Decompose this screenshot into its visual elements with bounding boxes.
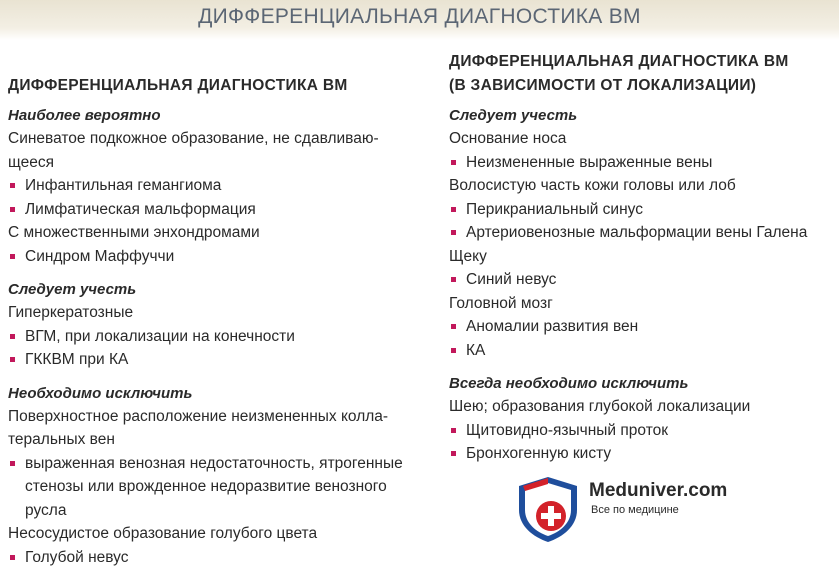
list-item: Неизмененные выраженные вены xyxy=(449,151,837,175)
list-item-line: выраженная венозная недостаточность, ятрогенные xyxy=(25,454,403,472)
right-exclude-title: Всегда необходимо исключить xyxy=(449,375,689,392)
list-item: ВГМ, при локализации на конечности xyxy=(8,325,436,349)
most-likely-text2: С множественными энхондромами xyxy=(8,224,260,241)
list-item: КА xyxy=(449,339,837,363)
left-heading: ДИФФЕРЕНЦИАЛЬНАЯ ДИАГНОСТИКА ВМ xyxy=(8,77,348,94)
list-item: Перикраниальный синус xyxy=(449,198,837,222)
meduniver-logo xyxy=(513,474,743,544)
list-item: Инфантильная гемангиома xyxy=(8,174,436,198)
list-item: Голубой невус xyxy=(8,546,436,570)
list-item-line: стенозы или врожденное недоразвитие венозного xyxy=(25,478,387,495)
right-consider-title: Следует учесть xyxy=(449,107,578,124)
list-item-line: русла xyxy=(25,501,67,519)
exclude-title: Необходимо исключить xyxy=(8,384,193,402)
most-likely-text-cont: щееся xyxy=(8,153,54,171)
logo-tagline: Все по медицине xyxy=(591,504,679,516)
page-title: ДИФФЕРЕНЦИАЛЬНАЯ ДИАГНОСТИКА ВМ xyxy=(198,5,641,28)
right-exclude-text: Шею; образования глубокой локализации xyxy=(449,398,751,415)
right-column xyxy=(449,50,837,466)
list-item: Синий невус xyxy=(449,268,837,292)
exclude-text-cont: теральных вен xyxy=(8,431,115,448)
list-item: Аномалии развития вен xyxy=(449,315,837,339)
location-label: Щеку xyxy=(449,247,487,265)
left-column xyxy=(8,74,436,569)
list-item: Лимфатическая мальформация xyxy=(8,198,436,222)
exclude-text: Поверхностное расположение неизмененных колла- xyxy=(8,407,389,425)
list-item: Артериовенозные мальформации вены Галена xyxy=(449,221,837,245)
consider-text: Гиперкератозные xyxy=(8,304,134,321)
list-item: Щитовидно-язычный проток xyxy=(449,419,837,443)
logo-name: Meduniver.com xyxy=(589,480,728,501)
exclude-text2: Несосудистое образование голубого цвета xyxy=(8,525,318,542)
most-likely-text: Синеватое подкожное образование, не сдавливаю- xyxy=(8,130,379,147)
consider-title: Следует учесть xyxy=(8,281,137,298)
shield-cross-icon xyxy=(513,474,583,544)
list-item: ГККВМ при КА xyxy=(8,348,436,372)
most-likely-title: Наиболее вероятно xyxy=(8,107,161,124)
list-item: Бронхогенную кисту xyxy=(449,442,837,466)
location-label: Основание носа xyxy=(449,130,567,147)
right-heading: ДИФФЕРЕНЦИАЛЬНАЯ ДИАГНОСТИКА ВМ (В ЗАВИСИМОСТИ ОТ ЛОКАЛИЗАЦИИ) xyxy=(449,53,789,94)
location-label: Головной мозг xyxy=(449,294,553,312)
list-item: Синдром Маффуччи xyxy=(8,245,436,269)
list-item xyxy=(8,452,436,523)
location-label: Волосистую часть кожи головы или лоб xyxy=(449,177,736,194)
